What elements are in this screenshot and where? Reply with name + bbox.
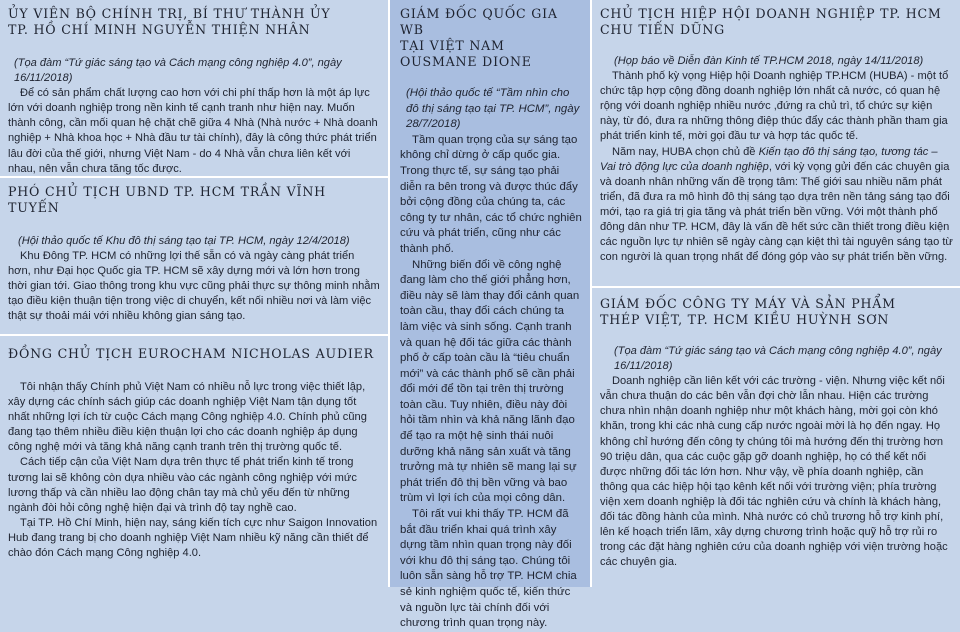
section-heading: ĐỒNG CHỦ TỊCH EUROCHAM NICHOLAS AUDIER bbox=[8, 346, 374, 361]
quote-paragraph: Tôi rất vui khi thấy TP. HCM đã bắt đầu triển khai quá trình xây dựng tầm nhìn quan trọng này đối với khu đô thị sáng tạo. Chúng tôi luôn sẵn sàng hỗ trợ TP. HCM chia sẻ kinh nghiệm quốc tế, kiến thức và nguồn lực tài chính đối với chương trình quan trọng này. bbox=[400, 508, 577, 630]
quote-source: (Hội thảo quốc tế “Tầm nhìn cho đô thị sáng tạo tại TP. HCM”, ngày 28/7/2018) bbox=[406, 87, 580, 131]
text-run-italic: Kiến tạo đô thị sáng tạo, tương tác – Vai trò động lực của doanh nghiệp bbox=[600, 145, 938, 173]
section-divider bbox=[0, 334, 388, 336]
quote-paragraph: Tôi nhận thấy Chính phủ Việt Nam có nhiều nỗ lực trong việc thiết lập, xây dựng các chính sách giúp các doanh nghiệp Việt Nam tận dụng tốt nhất những lợi ích từ cuộc Cách mạng Công nghiệp 4.0. Chính phủ cũng đang tạo thêm nhiều điều kiện thuận lợi cho các doanh nghiệp áp dụng công nghệ mới và tăng khả năng cạnh tranh trên thị trường quốc tế. bbox=[8, 381, 367, 454]
heading-line-2: CHU TIẾN DŨNG bbox=[600, 22, 726, 37]
text-run: Năm nay, HUBA chọn chủ đề bbox=[612, 145, 759, 158]
heading-line-2: THÉP VIỆT, TP. HCM KIỀU HUỲNH SƠN bbox=[600, 312, 890, 327]
quote-paragraph: Tại TP. Hồ Chí Minh, hiện nay, sáng kiến tích cực như Saigon Innovation Hub đang trang bị cho doanh nghiệp Việt Nam nhiều kỹ năng cần thiết để chào đón Cách mạng Công nghiệp 4.0. bbox=[8, 516, 378, 560]
quote-paragraph: Những biến đổi về công nghệ đang làm cho thế giới phẳng hơn, điều này sẽ làm thay đổi cảnh quan toàn cầu, thay đổi cách chúng ta làm việc và sinh sống. Cạnh tranh và quan hệ đối tác giữa các thành phố ở cấp toàn cầu là “tiêu chuẩn mới” và các thành phố sẽ cần phải đổi mới để tồn tại trên thị trường toàn cầu. Tuy nhiên, điều này đòi hỏi tầm nhìn và khả năng lãnh đạo để tạo ra một hệ sinh thái nuôi dưỡng khả năng sản xuất và tăng trưởng mà tự nhiên sẽ mang lại sự phát triển đô thị bền vững và bao trùm vì lợi ích của mọi công dân. bbox=[400, 258, 580, 505]
section-divider bbox=[0, 176, 388, 178]
quote-source: (Tọa đàm “Tứ giác sáng tạo và Cách mạng công nghiệp 4.0”, ngày 16/11/2018) bbox=[14, 57, 342, 85]
section-heading bbox=[0, 6, 388, 38]
section-nicholas-audier bbox=[0, 346, 388, 561]
section-heading bbox=[592, 6, 960, 38]
heading-line-1: GIÁM ĐỐC CÔNG TY MÁY VÀ SẢN PHẨM bbox=[600, 296, 896, 311]
heading-line-3: OUSMANE DIONE bbox=[400, 54, 532, 69]
quote-paragraph bbox=[592, 145, 960, 266]
heading-line-1: CHỦ TỊCH HIỆP HỘI DOANH NGHIỆP TP. HCM bbox=[600, 6, 942, 21]
heading-line-2: TẠI VIỆT NAM bbox=[400, 38, 505, 53]
section-heading: PHÓ CHỦ TỊCH UBND TP. HCM TRẦN VĨNH TUYẾN bbox=[8, 184, 326, 215]
heading-line-1: GIÁM ĐỐC QUỐC GIA WB bbox=[400, 6, 558, 37]
heading-line-2: TP. HỒ CHÍ MINH NGUYỄN THIỆN NHÂN bbox=[8, 22, 311, 37]
quote-paragraph: Tầm quan trọng của sự sáng tạo không chỉ dừng ở cấp quốc gia. Trong thực tế, sự sáng tạo phải diễn ra bên trong và được thúc đẩy bởi cộng đồng của chúng ta, các công ty tư nhân, các tổ chức nghiên cứu và phát triển, cũng như các thành phố. bbox=[400, 133, 582, 255]
column-right bbox=[592, 0, 960, 587]
section-chu-tien-dung bbox=[592, 6, 960, 265]
quote-paragraph: Khu Đông TP. HCM có những lợi thế sẵn có và ngày càng phát triển hơn, như Đại học Quốc gia TP. HCM sẽ xây dựng mới và lớn hơn trong thời gian tới. Giao thông trong khu vực cũng phải thực sự thông minh nhằm tạo điều kiện thuận tiện trong việc di chuyển, kết nối nhiều nơi và làm việc thật sự thoải mái với nhiều không gian sáng tạo. bbox=[8, 250, 380, 323]
quote-paragraph: Doanh nghiệp cần liên kết với các trường - viện. Nhưng việc kết nối vẫn chưa thuận do các bên vẫn đợi chờ lẫn nhau. Hiện các trường chưa nhìn nhận doanh nghiệp như một khách hàng, mời gọi còn khó khăn, trong khi các nhà cung cấp nước ngoài mời là họ đến ngay. Họ không chỉ hướng đến công ty chúng tôi mà hướng đến thị trường hơn 90 triệu dân, qua các cuộc gặp gỡ doanh nghiệp, họ có thể kết nối được những đối tác lớn hơn. Như vậy, về phía doanh nghiệp, cần thông qua các hiệp hội tạo kênh kết nối với trường viện; phía trường viện xem doanh nghiệp là đối tác nghiên cứu và chính là khách hàng, đối tác đồng hành của mình. Nhà nước có chủ trương hỗ trợ kinh phí, lên kế hoạch triển lãm, xây dựng chương trình hoặc quỹ hỗ trợ rủi ro trong các đặt hàng nghiên cứu của doanh nghiệp với viện trường hoặc các chuyên gia. bbox=[600, 375, 948, 569]
text-run: , với kỳ vọng gửi đến các chuyên gia và doanh nhân những vấn đề trọng tâm: Thế giới sau nhiều năm phát triển, đã đưa ra mô hình đô thị sáng tạo dựa trên nền tảng sáng tạo đổi mới, tạo ra giá trị gia tăng và phát triển bền vững. Với một thành phố đông dân như TP. HCM, đây là vấn đề hết sức cần thiết trong điều kiện các nguồn lực tự nhiên sẽ ngày càng cạn kiệt thì tài nguyên sáng tạo từ con người là quan trọng nhất để đóng góp vào sự phát triển bền vững. bbox=[600, 160, 953, 264]
quote-paragraph: Thành phố kỳ vọng Hiệp hội Doanh nghiệp TP.HCM (HUBA) - một tổ chức tập hợp cộng đồng doanh nghiệp lớn nhất cả nước, có quan hệ rộng với doanh nghiệp nhiều nước ,đứng ra chủ trì, tổ chức sự kiện này, từ đó, đưa ra những thông điệp thúc đẩy các thành phần tham gia phát triển kinh tế, mời gọi đầu tư và hợp tác quốc tế. bbox=[600, 70, 949, 143]
heading-line-1: ỦY VIÊN BỘ CHÍNH TRỊ, BÍ THƯ THÀNH ỦY bbox=[8, 6, 331, 21]
quote-paragraph: Để có sản phẩm chất lượng cao hơn với chi phí thấp hơn là một áp lực lớn với doanh nghiệp trong nền kinh tế cạnh tranh như hiện nay. Muốn thành công, cần mối quan hệ chặt chẽ giữa 4 Nhà (Nhà nước + Nhà doanh nghiệp + Nhà khoa học + Nhà đầu tư tài chính), đây là công thức phát triển lâu đời của thế giới, nhưng Việt Nam - do 4 Nhà vẫn chưa liên kết với nhau, nên vẫn chưa tăng tốc được. bbox=[8, 87, 378, 175]
quote-paragraph: Cách tiếp cận của Việt Nam dựa trên thực tế phát triển kinh tế trong tương lai sẽ không còn dựa nhiều vào các ngành công nghiệp với mức lương thấp và cần nhiều lao động chân tay mà chủ yếu đến từ những ngành đòi hỏi công nghệ hiện đại và trình độ tay nghề cao. bbox=[8, 456, 357, 514]
section-kieu-huynh-son bbox=[592, 296, 960, 570]
section-nguyen-thien-nhan bbox=[0, 6, 388, 177]
column-middle bbox=[388, 0, 592, 630]
section-divider bbox=[592, 286, 960, 288]
quote-source: (Hội thảo quốc tế Khu đô thị sáng tạo tại TP. HCM, ngày 12/4/2018) bbox=[18, 235, 350, 247]
section-tran-vinh-tuyen bbox=[0, 184, 388, 325]
section-heading bbox=[390, 6, 590, 70]
column-left bbox=[0, 0, 388, 587]
section-ousmane-dione bbox=[390, 6, 590, 632]
section-heading bbox=[592, 296, 960, 328]
quote-source: (Tọa đàm “Tứ giác sáng tạo và Cách mạng công nghiệp 4.0”, ngày 16/11/2018) bbox=[614, 345, 942, 373]
quote-source: (Họp báo về Diễn đàn Kinh tế TP.HCM 2018, ngày 14/11/2018) bbox=[614, 55, 924, 67]
